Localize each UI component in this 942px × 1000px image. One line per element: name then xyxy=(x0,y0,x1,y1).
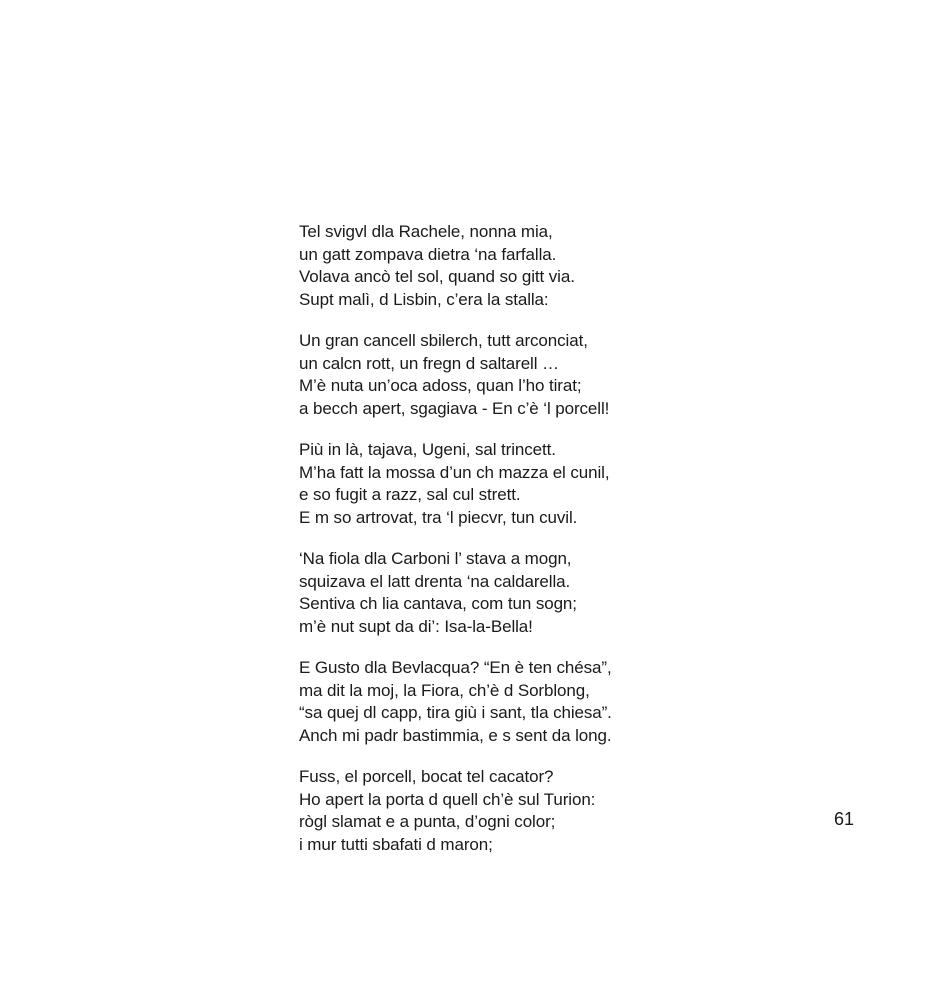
poem-line: un gatt zompava dietra ‘na farfalla. xyxy=(299,244,557,264)
poem-line: a becch apert, sgagiava - En c’è ‘l porcell! xyxy=(299,398,610,418)
poem-line: Tel svigvl dla Rachele, nonna mia, xyxy=(299,222,553,241)
poem-line: squizava el latt drenta ‘na caldarella. xyxy=(299,571,571,591)
poem-line: Anch mi padr bastimmia, e s sent da long. xyxy=(299,725,612,745)
poem-line: E m so artrovat, tra ‘l piecvr, tun cuvil. xyxy=(299,507,578,527)
poem-line: un calcn rott, un fregn d saltarell … xyxy=(299,353,559,373)
stanza-1 xyxy=(299,221,759,311)
poem-line: Ho apert la porta d quell ch’è sul Turion: xyxy=(299,789,596,809)
stanza-4 xyxy=(299,548,759,638)
stanza-5 xyxy=(299,657,759,747)
poem-line: M’ha fatt la mossa d’un ch mazza el cunil, xyxy=(299,462,610,482)
page-number: 61 xyxy=(834,809,855,829)
stanza-2 xyxy=(299,330,759,420)
poem-line: rògl slamat e a punta, d’ogni color; xyxy=(299,812,556,831)
poem-line: Un gran cancell sbilerch, tutt arconciat, xyxy=(299,331,588,350)
poem-line: Volava ancò tel sol, quand so gitt via. xyxy=(299,267,575,286)
poem-line: M’è nuta un’oca adoss, quan l’ho tirat; xyxy=(299,376,582,395)
poem-line: ‘Na fiola dla Carboni l’ stava a mogn, xyxy=(299,549,572,568)
poem-line: m’è nut supt da di’: Isa-la-Bella! xyxy=(299,616,533,636)
poem-line: Supt malì, d Lisbin, c’era la stalla: xyxy=(299,289,549,309)
poem-line: “sa quej dl capp, tira giù i sant, tla chiesa”. xyxy=(299,703,612,722)
poem-line: i mur tutti sbafati d maron; xyxy=(299,834,493,854)
stanza-6 xyxy=(299,766,759,856)
poem-line: ma dit la moj, la Fiora, ch’è d Sorblong, xyxy=(299,680,590,700)
poem-line: Più in là, tajava, Ugeni, sal trincett. xyxy=(299,440,556,459)
poem xyxy=(299,221,759,875)
poem-line: E Gusto dla Bevlacqua? “En è ten chésa”, xyxy=(299,658,612,677)
poem-line: Fuss, el porcell, bocat tel cacator? xyxy=(299,767,554,786)
poem-line: e so fugit a razz, sal cul strett. xyxy=(299,485,521,504)
poem-line: Sentiva ch lia cantava, com tun sogn; xyxy=(299,594,577,613)
stanza-3 xyxy=(299,439,759,529)
